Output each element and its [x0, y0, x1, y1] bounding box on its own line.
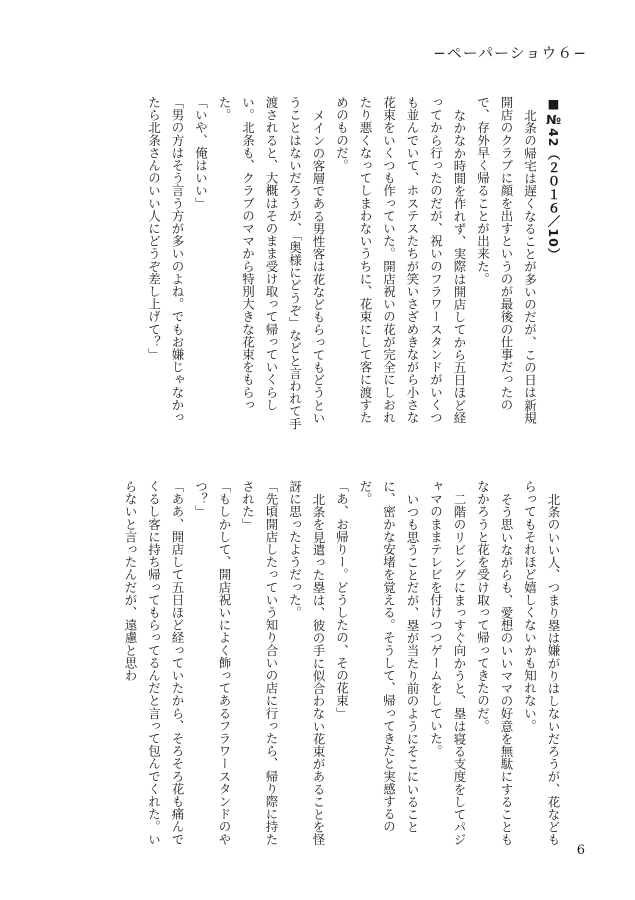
paragraph: いつも思うことだが、塁が当たり前のようにそこにいることに、密かな安堵を覚える。そうして、帰ってきたと実感するのだ。 [358, 480, 420, 833]
page-header: −ペーパーショウ６− [433, 44, 587, 62]
paragraph: 北条の帰宅は遅くなることが多いのだが、この日は新規開店のクラブに顔を出すというのが最後の仕事だったので、存外早く帰ることが出来た。 [475, 96, 538, 424]
lower-text-block [119, 480, 566, 850]
paragraph: 「もしかして、開店祝いによく飾ってあるフラワースタンドのやつ？」 [193, 480, 232, 846]
paragraph: 「あ、お帰りー。どうしたの、その花束」 [334, 480, 350, 720]
page-number: 6 [576, 843, 585, 858]
entry-title: ■№42（２０１６／10） [546, 96, 561, 262]
paragraph: 「ああ、開店して五日ほど経っていたから、そろそろ花も痛んでくるし客に持ち帰ってもらってるんだと言って包んでくれた。いらないと言ったんだが、遠慮と思わ [123, 480, 185, 846]
paragraph: メインの客層である男性客は花などもらってもどうということはないだろうが、「奥様にどうぞ」などと言われて手渡されると、大概はそのまま受け取って帰っていくらしい。北条も、クラブのママから特別大きな花束をもらった。 [217, 96, 326, 430]
paragraph: 北条のいい人、つまり塁は嫌がりはしないだろうが、花などもらってもそれほど嬉しくないかも知れない。 [522, 480, 561, 846]
paragraph: 「先頃開店したっていう知り合いの店に行ったら、帰り際に持たされた」 [240, 480, 279, 846]
paragraph: そう思いながらも、愛想のいいママの好意を無駄にすることもなかろうと花を受け取って帰ってきたのだ。 [475, 480, 514, 846]
paragraph: 「男の方はそう言う方が多いのよね。でもお嫌じゃなかったら北条さんのいい人にどうぞ差し上げて？」 [146, 96, 185, 424]
paragraph: なかなか時間を作れず、実際は開店してから五日ほど経ってから行ったのだが、祝いのフラワースタンドがいくつも並んでいて、ホステスたちが笑いさざめきながら小さな花束をいくつも作っていた。開店祝いの花が完全にしおれたり悪くなってしまわないうちに、花束にして客に渡すためのものだ。 [334, 96, 467, 424]
paragraph: 「いや、俺はいい」 [193, 96, 209, 210]
paragraph: 北条を見遣った塁は、彼の手に似合わない花束があることを怪訝に思ったようだった。 [287, 480, 326, 846]
upper-text-block [142, 96, 565, 436]
paragraph: 二階のリビングにまっすぐ向かうと、塁は寝る支度をしてパジャマのままテレビを付けつつゲームをしていた。 [428, 480, 467, 846]
